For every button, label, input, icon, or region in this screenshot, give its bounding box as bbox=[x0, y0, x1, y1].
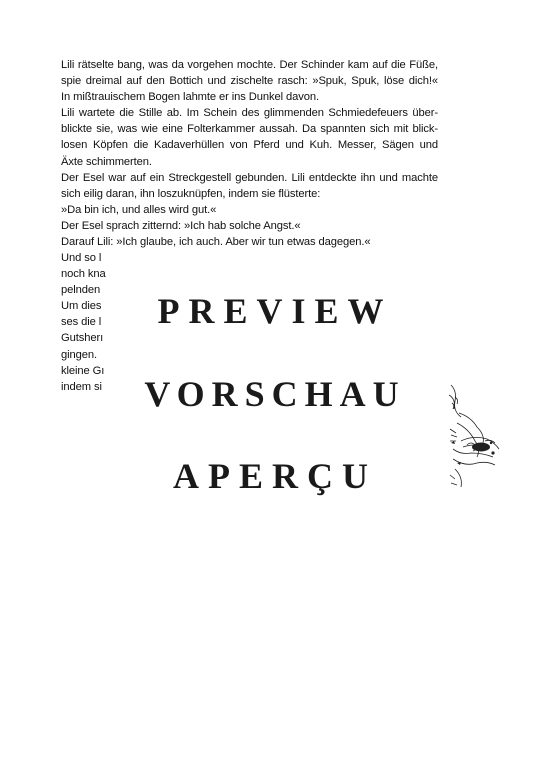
story-text-block bbox=[61, 57, 438, 250]
text-line: gingen. bbox=[61, 348, 98, 361]
text-line: indem si bbox=[61, 380, 102, 393]
watermark-preview: PREVIEW bbox=[157, 291, 393, 331]
text-line: blickte sie, was wie eine Folterkammer aussah. Da spannten sich mit blick- bbox=[61, 123, 438, 136]
text-line: Und so l bbox=[61, 252, 102, 264]
text-line: Darauf Lili: »Ich glaube, ich auch. Aber wir tun etwas dagegen.« bbox=[61, 236, 371, 249]
text-line: Gutsherı bbox=[61, 332, 104, 345]
text-line: kleine Gı bbox=[61, 364, 105, 377]
text-line: In mißtrauischem Bogen lahmte er ins Dunkel davon. bbox=[61, 91, 320, 104]
watermark-apercu: APERÇU bbox=[173, 456, 377, 496]
text-line: Äxte schimmerten. bbox=[61, 155, 152, 168]
watermark-vorschau: VORSCHAU bbox=[144, 374, 406, 414]
text-line: losen Köpfen die Kadaverhüllen von Pferd und Kuh. Messer, Sägen und bbox=[61, 139, 438, 152]
text-line: Der Esel war auf ein Streckgestell gebunden. Lili entdeckte ihn und machte bbox=[61, 171, 438, 184]
text-line: noch kna bbox=[61, 268, 106, 281]
text-line: »Da bin ich, und alles wird gut.« bbox=[61, 203, 217, 216]
text-line: ses die l bbox=[61, 316, 102, 329]
text-line: Lili wartete die Stille ab. Im Schein des glimmenden Schmiedefeuers über- bbox=[61, 107, 438, 120]
illustration-fragment bbox=[447, 383, 502, 493]
text-line: Lili rätselte bang, was da vorgehen mochte. Der Schinder kam auf die Füße, bbox=[61, 59, 438, 71]
text-line: Der Esel sprach zitternd: »Ich hab solche Angst.« bbox=[61, 219, 301, 232]
text-line: pelnden bbox=[61, 284, 101, 297]
text-line: spie dreimal auf den Bottich und zischelte rasch: »Spuk, Spuk, löse dich!« bbox=[61, 75, 438, 88]
text-line: Um dies bbox=[61, 300, 102, 313]
text-line: sich eilig daran, ihn loszuknüpfen, indem sie flüsterte: bbox=[61, 187, 321, 200]
text-line-clipped bbox=[61, 234, 438, 250]
